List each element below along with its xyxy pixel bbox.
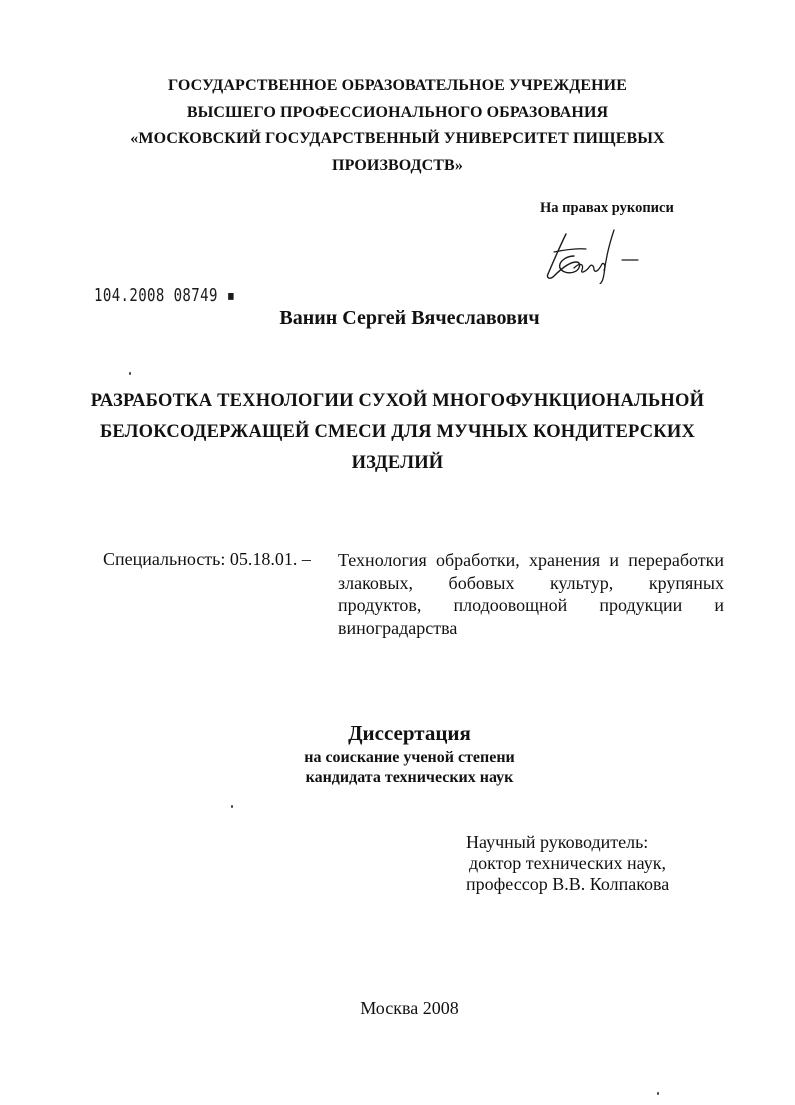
institution-line-1: ГОСУДАРСТВЕННОЕ ОБРАЗОВАТЕЛЬНОЕ УЧРЕЖДЕНИЕ xyxy=(168,77,627,94)
registration-number-suffix: ▪ xyxy=(217,285,236,306)
thesis-title-line-2: БЕЛОКСОДЕРЖАЩЕЙ СМЕСИ ДЛЯ МУЧНЫХ КОНДИТЕРСКИХ xyxy=(99,422,696,442)
registration-number xyxy=(94,285,236,306)
supervisor-degree: доктор технических наук, xyxy=(469,853,666,873)
scan-speck xyxy=(657,1092,659,1095)
author-name: Ванин Сергей Вячеславович xyxy=(279,307,540,329)
institution-line-3: «МОСКОВСКИЙ ГОСУДАРСТВЕННЫЙ УНИВЕРСИТЕТ ПИЩЕВЫХ xyxy=(130,130,665,147)
dissertation-heading: Диссертация xyxy=(348,721,471,745)
thesis-title-line-3: ИЗДЕЛИЙ xyxy=(351,453,444,473)
registration-number-prefix: 1 xyxy=(94,285,103,306)
specialty-description xyxy=(338,549,724,639)
supervisor-name: профессор В.В. Колпакова xyxy=(466,874,670,894)
thesis-title-line-1: РАЗРАБОТКА ТЕХНОЛОГИИ СУХОЙ МНОГОФУНКЦИОНАЛЬНОЙ xyxy=(90,391,705,411)
author-signature xyxy=(540,222,650,284)
city-year: Москва 2008 xyxy=(360,998,459,1018)
registration-number-value: 04.2008 08749 xyxy=(102,285,218,306)
dissertation-degree-line-1: на соискание ученой степени xyxy=(304,749,515,766)
scan-speck xyxy=(129,372,131,375)
specialty-line-1: Технология обработки, хранения и переработки xyxy=(338,550,724,570)
specialty-line-2: злаковых, бобовых культур, крупяных xyxy=(338,572,724,593)
specialty-line-4: виноградарства xyxy=(338,617,458,638)
institution-line-4: ПРОИЗВОДСТВ» xyxy=(332,157,463,174)
dissertation-degree-line-2: кандидата технических наук xyxy=(305,769,514,786)
manuscript-rights-note: На правах рукописи xyxy=(540,200,674,216)
specialty-line-3: продуктов, плодоовощной продукции и xyxy=(338,595,724,615)
scan-speck xyxy=(231,805,233,808)
specialty-label: Специальность: 05.18.01. – xyxy=(103,549,311,569)
supervisor-label: Научный руководитель: xyxy=(466,832,649,852)
institution-line-2: ВЫСШЕГО ПРОФЕССИОНАЛЬНОГО ОБРАЗОВАНИЯ xyxy=(186,104,609,121)
